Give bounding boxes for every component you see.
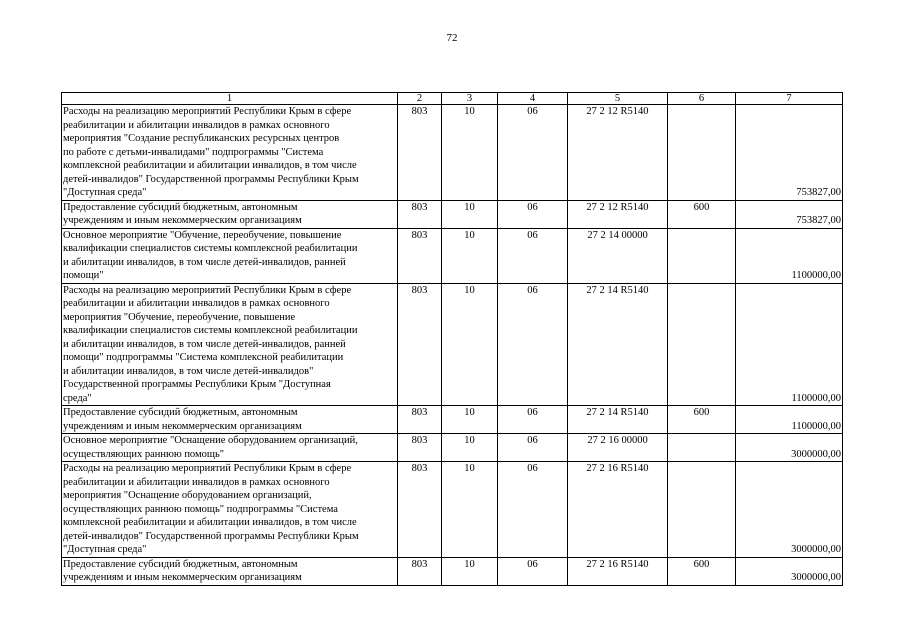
header-cell-4: 4 <box>498 93 568 105</box>
code-col5-cell: 27 2 14 R5140 <box>568 283 668 406</box>
amount-cell: 3000000,00 <box>736 462 843 558</box>
code-col6-cell <box>668 105 736 201</box>
code-col5-cell: 27 2 16 R5140 <box>568 462 668 558</box>
description-cell: Предоставление субсидий бюджетным, автономным учреждениям и иным некоммерческим организациям <box>62 557 398 585</box>
code-col3-cell: 10 <box>442 462 498 558</box>
amount-cell: 753827,00 <box>736 200 843 228</box>
code-col4-cell: 06 <box>498 462 568 558</box>
code-col3-cell: 10 <box>442 557 498 585</box>
budget-table <box>61 92 843 586</box>
code-col6-cell: 600 <box>668 200 736 228</box>
code-col5-cell: 27 2 14 00000 <box>568 228 668 283</box>
amount-cell: 1100000,00 <box>736 406 843 434</box>
header-cell-2: 2 <box>398 93 442 105</box>
header-cell-5: 5 <box>568 93 668 105</box>
description-cell: Основное мероприятие "Оснащение оборудованием организаций, осуществляющих раннюю помощь" <box>62 434 398 462</box>
table-row <box>62 434 843 462</box>
code-col3-cell: 10 <box>442 105 498 201</box>
amount-cell: 1100000,00 <box>736 283 843 406</box>
code-col2-cell: 803 <box>398 434 442 462</box>
code-col3-cell: 10 <box>442 434 498 462</box>
code-col5-cell: 27 2 12 R5140 <box>568 200 668 228</box>
code-col2-cell: 803 <box>398 462 442 558</box>
code-col6-cell <box>668 462 736 558</box>
header-cell-7: 7 <box>736 93 843 105</box>
description-cell: Расходы на реализацию мероприятий Республики Крым в сфере реабилитации и абилитации инвалидов в рамках основного мероприятия "Создание республиканских ресурсных центров по работе с детьми-инвалидами" подпрограммы "Система комплексной реабилитации и абилитации инвалидов, в том числе детей-инвалидов" Государственной программы Республики Крым "Доступная среда" <box>62 105 398 201</box>
code-col6-cell <box>668 228 736 283</box>
header-cell-1: 1 <box>62 93 398 105</box>
code-col6-cell <box>668 434 736 462</box>
code-col2-cell: 803 <box>398 105 442 201</box>
budget-table-body <box>62 93 843 586</box>
description-cell: Предоставление субсидий бюджетным, автономным учреждениям и иным некоммерческим организациям <box>62 406 398 434</box>
code-col6-cell: 600 <box>668 406 736 434</box>
amount-cell: 3000000,00 <box>736 434 843 462</box>
code-col5-cell: 27 2 16 R5140 <box>568 557 668 585</box>
code-col3-cell: 10 <box>442 200 498 228</box>
code-col4-cell: 06 <box>498 406 568 434</box>
amount-cell: 753827,00 <box>736 105 843 201</box>
table-row <box>62 557 843 585</box>
code-col2-cell: 803 <box>398 200 442 228</box>
amount-cell: 3000000,00 <box>736 557 843 585</box>
description-cell: Расходы на реализацию мероприятий Республики Крым в сфере реабилитации и абилитации инвалидов в рамках основного мероприятия "Обучение, переобучение, повышение квалификации специалистов системы комплексной реабилитации и абилитации инвалидов, в том числе детей-инвалидов, ранней помощи" подпрограммы "Система комплексной реабилитации и абилитации инвалидов, в том числе детей-инвалидов" Государственной программы Республики Крым "Доступная среда" <box>62 283 398 406</box>
table-row <box>62 462 843 558</box>
table-row <box>62 283 843 406</box>
code-col6-cell: 600 <box>668 557 736 585</box>
code-col2-cell: 803 <box>398 228 442 283</box>
code-col2-cell: 803 <box>398 283 442 406</box>
code-col4-cell: 06 <box>498 434 568 462</box>
description-cell: Расходы на реализацию мероприятий Республики Крым в сфере реабилитации и абилитации инвалидов в рамках основного мероприятия "Оснащение оборудованием организаций, осуществляющих раннюю помощь" подпрограммы "Система комплексной реабилитации и абилитации инвалидов, в том числе детей-инвалидов" Государственной программы Республики Крым "Доступная среда" <box>62 462 398 558</box>
code-col4-cell: 06 <box>498 200 568 228</box>
code-col4-cell: 06 <box>498 557 568 585</box>
code-col5-cell: 27 2 12 R5140 <box>568 105 668 201</box>
description-cell: Основное мероприятие "Обучение, переобучение, повышение квалификации специалистов системы комплексной реабилитации и абилитации инвалидов, в том числе детей-инвалидов, ранней помощи" <box>62 228 398 283</box>
header-cell-6: 6 <box>668 93 736 105</box>
page-number: 72 <box>446 32 458 44</box>
code-col5-cell: 27 2 14 R5140 <box>568 406 668 434</box>
code-col4-cell: 06 <box>498 283 568 406</box>
code-col3-cell: 10 <box>442 228 498 283</box>
header-cell-3: 3 <box>442 93 498 105</box>
header-row <box>62 93 843 105</box>
code-col3-cell: 10 <box>442 283 498 406</box>
code-col5-cell: 27 2 16 00000 <box>568 434 668 462</box>
code-col2-cell: 803 <box>398 557 442 585</box>
table-row <box>62 200 843 228</box>
description-cell: Предоставление субсидий бюджетным, автономным учреждениям и иным некоммерческим организациям <box>62 200 398 228</box>
code-col3-cell: 10 <box>442 406 498 434</box>
code-col4-cell: 06 <box>498 228 568 283</box>
amount-cell: 1100000,00 <box>736 228 843 283</box>
table-row <box>62 406 843 434</box>
table-row <box>62 105 843 201</box>
code-col2-cell: 803 <box>398 406 442 434</box>
table-row <box>62 228 843 283</box>
code-col6-cell <box>668 283 736 406</box>
code-col4-cell: 06 <box>498 105 568 201</box>
